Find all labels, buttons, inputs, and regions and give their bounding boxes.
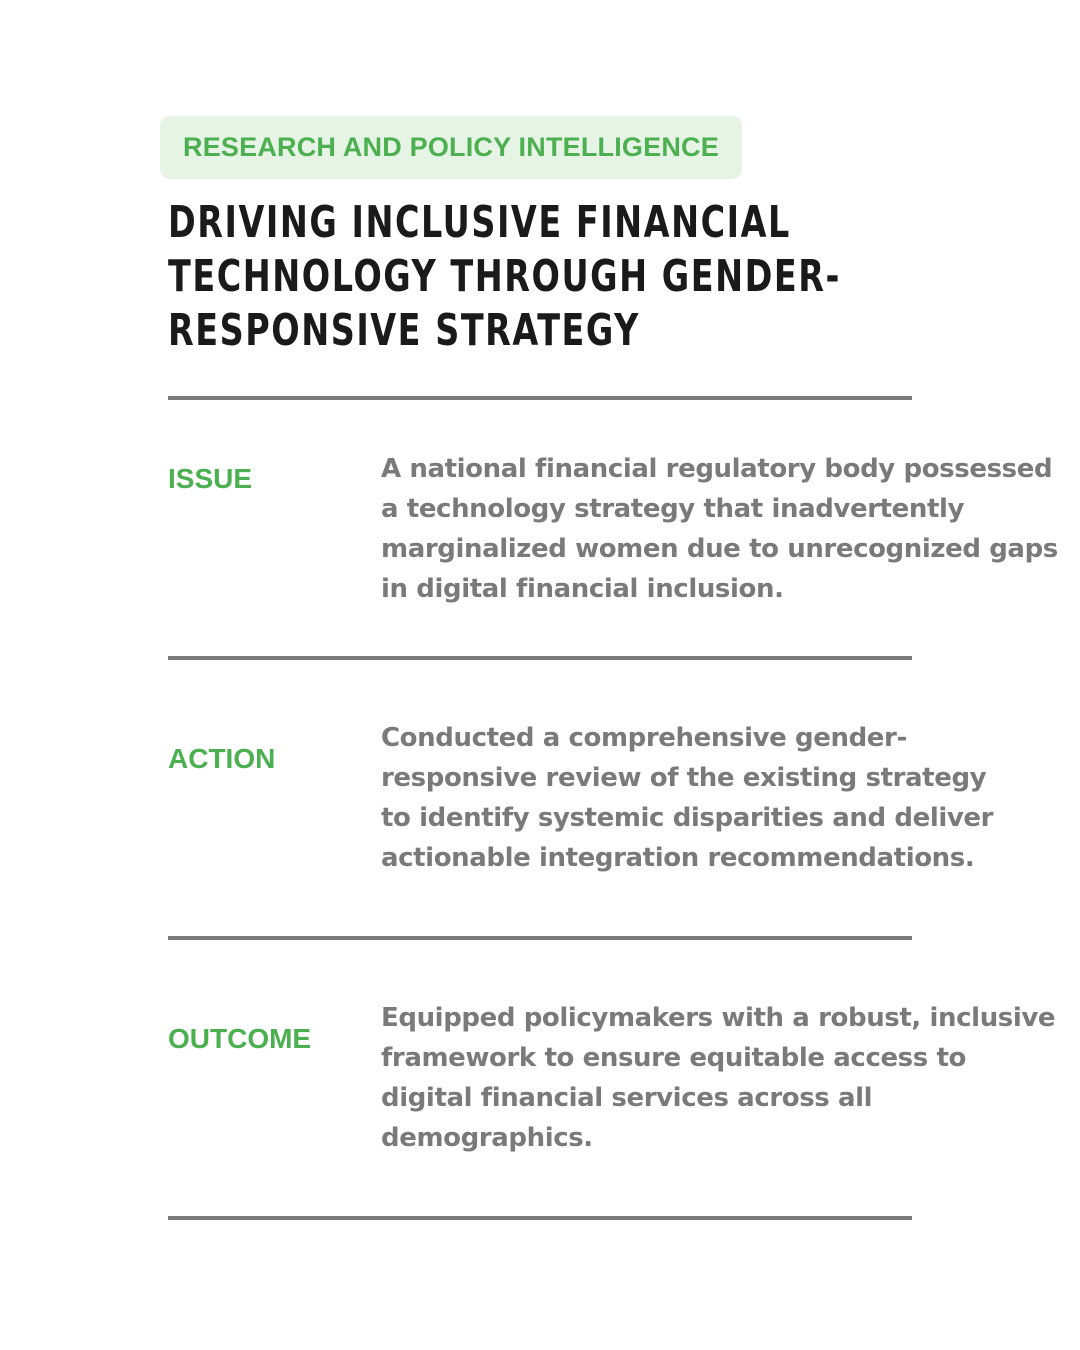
issue-text-line: A national financial regulatory body possessed — [381, 454, 1053, 484]
issue-text — [381, 449, 1076, 609]
outcome-text-line: framework to ensure equitable access to — [381, 1043, 966, 1073]
action-text-line: to identify systemic disparities and deliver — [381, 803, 994, 833]
action-text-line: responsive review of the existing strategy — [381, 763, 987, 793]
outcome-label: OUTCOME — [168, 1023, 312, 1054]
divider — [168, 936, 912, 940]
page-title — [168, 196, 841, 358]
action-text — [381, 718, 1076, 878]
issue-text-line: a technology strategy that inadvertently — [381, 494, 965, 524]
category-tag: RESEARCH AND POLICY INTELLIGENCE — [160, 116, 742, 179]
action-label: ACTION — [168, 743, 276, 774]
divider — [168, 656, 912, 660]
page-title-line: TECHNOLOGY THROUGH GENDER- — [168, 251, 841, 302]
issue-text-line: marginalized women due to unrecognized gaps — [381, 534, 1058, 564]
issue-label: ISSUE — [168, 463, 253, 494]
page-title-line: DRIVING INCLUSIVE FINANCIAL — [168, 197, 791, 248]
action-text-line: actionable integration recommendations. — [381, 843, 975, 873]
issue-text-line: in digital financial inclusion. — [381, 574, 784, 604]
divider — [168, 1216, 912, 1220]
action-text-line: Conducted a comprehensive gender- — [381, 723, 907, 753]
page-title-line: RESPONSIVE STRATEGY — [168, 305, 640, 356]
outcome-text-line: Equipped policymakers with a robust, inclusive — [381, 1003, 1056, 1033]
outcome-text-line: demographics. — [381, 1123, 593, 1153]
outcome-text — [381, 998, 1076, 1158]
outcome-text-line: digital financial services across all — [381, 1083, 873, 1113]
divider — [168, 396, 912, 400]
